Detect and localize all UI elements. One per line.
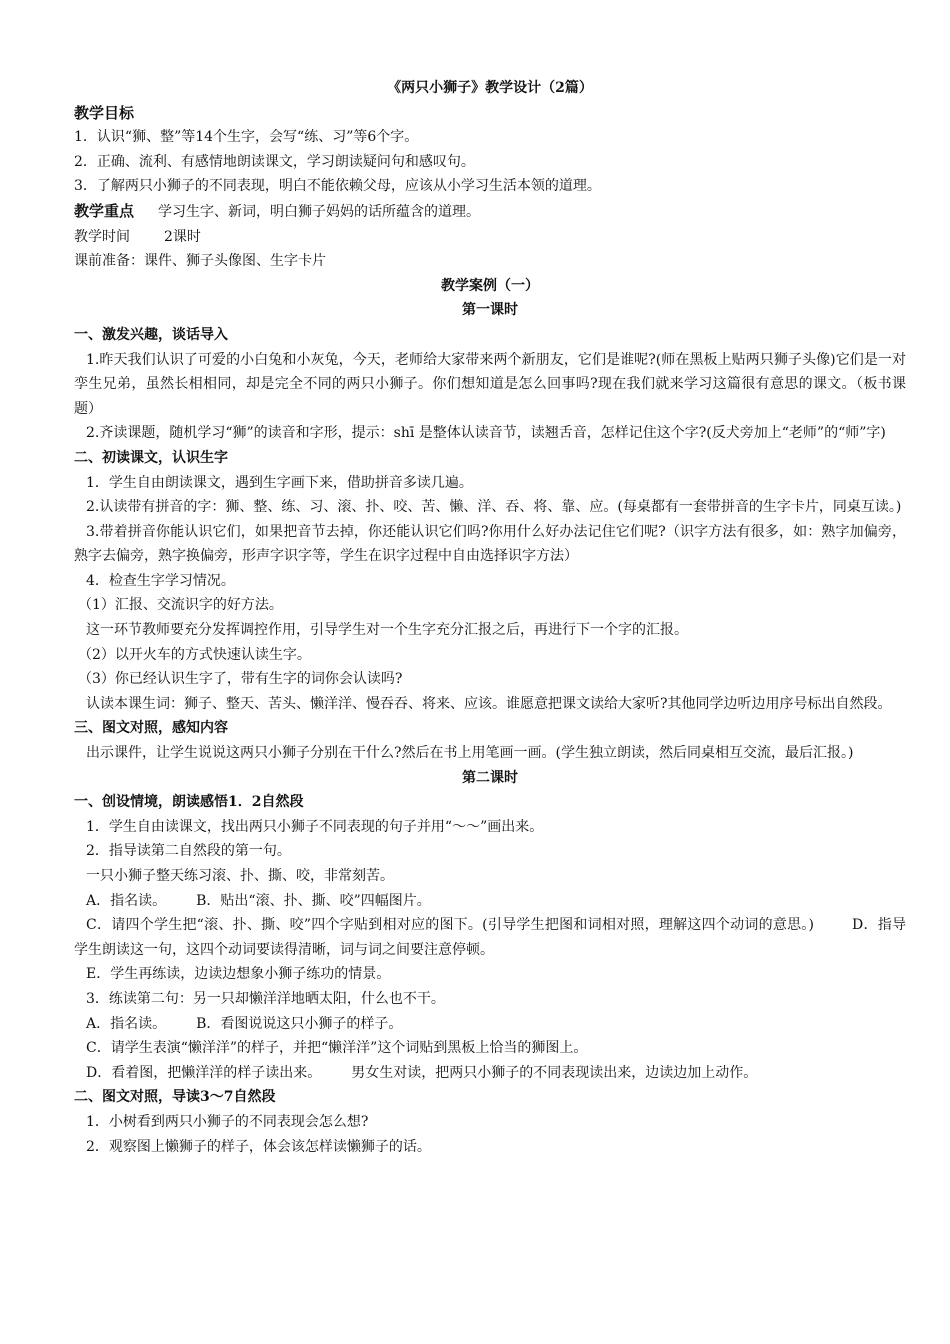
lesson2-para10-e: 男女生对读，把两只小狮子的不同表现读出来，边读边加上动作。 (351, 1064, 758, 1081)
section2-para6: 这一环节教师要充分发挥调控作用，引导学生对一个生字充分汇报之后，再进行下一个字的汇报。 (86, 622, 688, 639)
lesson2-para10-d: D．看着图，把懒洋洋的样子读出来。 (86, 1064, 322, 1081)
lesson2-para2: 2．指导读第二自然段的第一句。 (86, 843, 291, 860)
section1-heading: 一、激发兴趣，谈话导入 (74, 326, 228, 343)
lesson2-section2-para2: 2．观察图上懒狮子的样子，体会该怎样读懒狮子的话。 (86, 1138, 431, 1155)
lesson2-para10 (74, 1061, 906, 1086)
lesson2-para4 (74, 889, 906, 914)
section2-para8: （3）你已经认识生字了，带有生字的词你会认读吗? (78, 671, 403, 688)
objective-3: 3．了解两只小狮子的不同表现，明白不能依赖父母，应该从小学习生活本领的道理。 (74, 178, 601, 195)
lesson2-para7: 3．练读第二句：另一只却懒洋洋地晒太阳，什么也不干。 (86, 990, 445, 1007)
lesson2-para8-a: A．指名读。 (86, 1015, 167, 1032)
objective-2: 2．正确、流利、有感情地朗读课文，学习朗读疑问句和感叹句。 (74, 153, 475, 170)
objectives-heading: 教学目标 (74, 103, 135, 122)
focus-label: 教学重点 (74, 201, 135, 220)
lesson2-heading: 第二课时 (462, 769, 518, 786)
section2-para1: 1．学生自由朗读课文，遇到生字画下来，借助拼音多读几遍。 (86, 474, 473, 491)
lesson2-para1: 1．学生自由读课文，找出两只小狮子不同表现的句子并用“～～”画出来。 (86, 818, 544, 835)
section2-para3: 3.带着拼音你能认识它们，如果把音节去掉，你还能认识它们吗?你用什么好办法记住它们呢?（识字方法有很多，如：熟字加偏旁，熟字去偏旁，熟字换偏旁，形声字识字等，学生在识字过程中自由选择识字方法） (74, 523, 906, 565)
section2-para4: 4．检查生字学习情况。 (86, 572, 235, 589)
lesson2-para5-d: D．指导学生朗读这一句，这四个动词要读得清晰，词与词之间要注意停顿。 (74, 917, 906, 958)
prep-line: 课前准备：课件、狮子头像图、生字卡片 (74, 253, 326, 270)
focus-line (74, 199, 906, 225)
lesson2-para3: 一只小狮子整天练习滚、扑、撕、咬，非常刻苦。 (86, 868, 394, 884)
lesson2-para9: C．请学生表演“懒洋洋”的样子，并把“懒洋洋”这个词贴到黑板上恰当的狮图上。 (86, 1040, 588, 1057)
section2-para7: （2）以开火车的方式快速认读生字。 (78, 646, 311, 663)
lesson2-section2-heading: 二、图文对照，导读3～7自然段 (74, 1089, 276, 1106)
lesson2-section1-heading: 一、创设情境，朗读感悟1．2自然段 (74, 794, 304, 811)
document-page (74, 76, 906, 1159)
section3-para1: 出示课件，让学生说说这两只小狮子分别在干什么?然后在书上用笔画一画。(学生独立朗读，然后同桌相互交流，最后汇报。) (86, 745, 854, 762)
case-heading: 教学案例（一） (441, 277, 539, 294)
lesson2-para5-c: C．请四个学生把“滚、扑、撕、咬”四个字贴到相对应的图下。(引导学生把图和词相对照，理解这四个动词的意思。) (86, 917, 815, 934)
section2-para9: 认读本课生词：狮子、整天、苦头、懒洋洋、慢吞吞、将来、应该。谁愿意把课文读给大家听?其他同学边听边用序号标出自然段。 (86, 695, 892, 712)
time-line (74, 225, 906, 250)
document-title: 《两只小狮子》教学设计（2篇） (387, 80, 593, 96)
section2-para2: 2.认读带有拼音的字：狮、整、练、习、滚、扑、咬、苦、懒、洋、吞、将、靠、应。(每桌都有一套带拼音的生字卡片，同桌互读。) (86, 499, 902, 516)
objective-1: 1．认识“狮、整”等14个生字，会写“练、习”等6个字。 (74, 129, 419, 146)
section3-heading: 三、图文对照，感知内容 (74, 720, 228, 737)
lesson2-para5 (74, 913, 906, 962)
lesson2-para8 (74, 1012, 906, 1037)
focus-text: 学习生字、新词，明白狮子妈妈的话所蕴含的道理。 (158, 203, 481, 220)
lesson1-heading: 第一课时 (462, 302, 518, 319)
time-label: 教学时间 (74, 228, 130, 245)
lesson2-para4-b: B．贴出“滚、扑、撕、咬”四幅图片。 (196, 892, 431, 909)
lesson2-section2-para1: 1．小树看到两只小狮子的不同表现会怎么想? (86, 1113, 369, 1130)
time-text: 2课时 (164, 228, 201, 245)
section2-heading: 二、初读课文，认识生字 (74, 449, 228, 466)
section1-para1: 1.昨天我们认识了可爱的小白兔和小灰兔，今天，老师给大家带来两个新朋友，它们是谁呢?(师在黑板上贴两只狮子头像)它们是一对孪生兄弟，虽然长相相同，却是完全不同的两只小狮子。你们想知道是怎么回事吗?现在我们就来学习这篇很有意思的课文。（板书课题） (74, 351, 906, 417)
section2-para5: （1）汇报、交流识字的好方法。 (78, 597, 283, 614)
lesson2-para8-b: B．看图说说这只小狮子的样子。 (196, 1015, 403, 1032)
lesson2-para6: E．学生再练读，边读边想象小狮子练功的情景。 (86, 966, 391, 983)
lesson2-para4-a: A．指名读。 (86, 892, 167, 909)
section1-para2: 2.齐读课题，随机学习“狮”的读音和字形，提示：shī 是整体认读音节，读翘舌音，怎样记住这个字?(反犬旁加上“老师”的“师”字) (86, 425, 886, 442)
